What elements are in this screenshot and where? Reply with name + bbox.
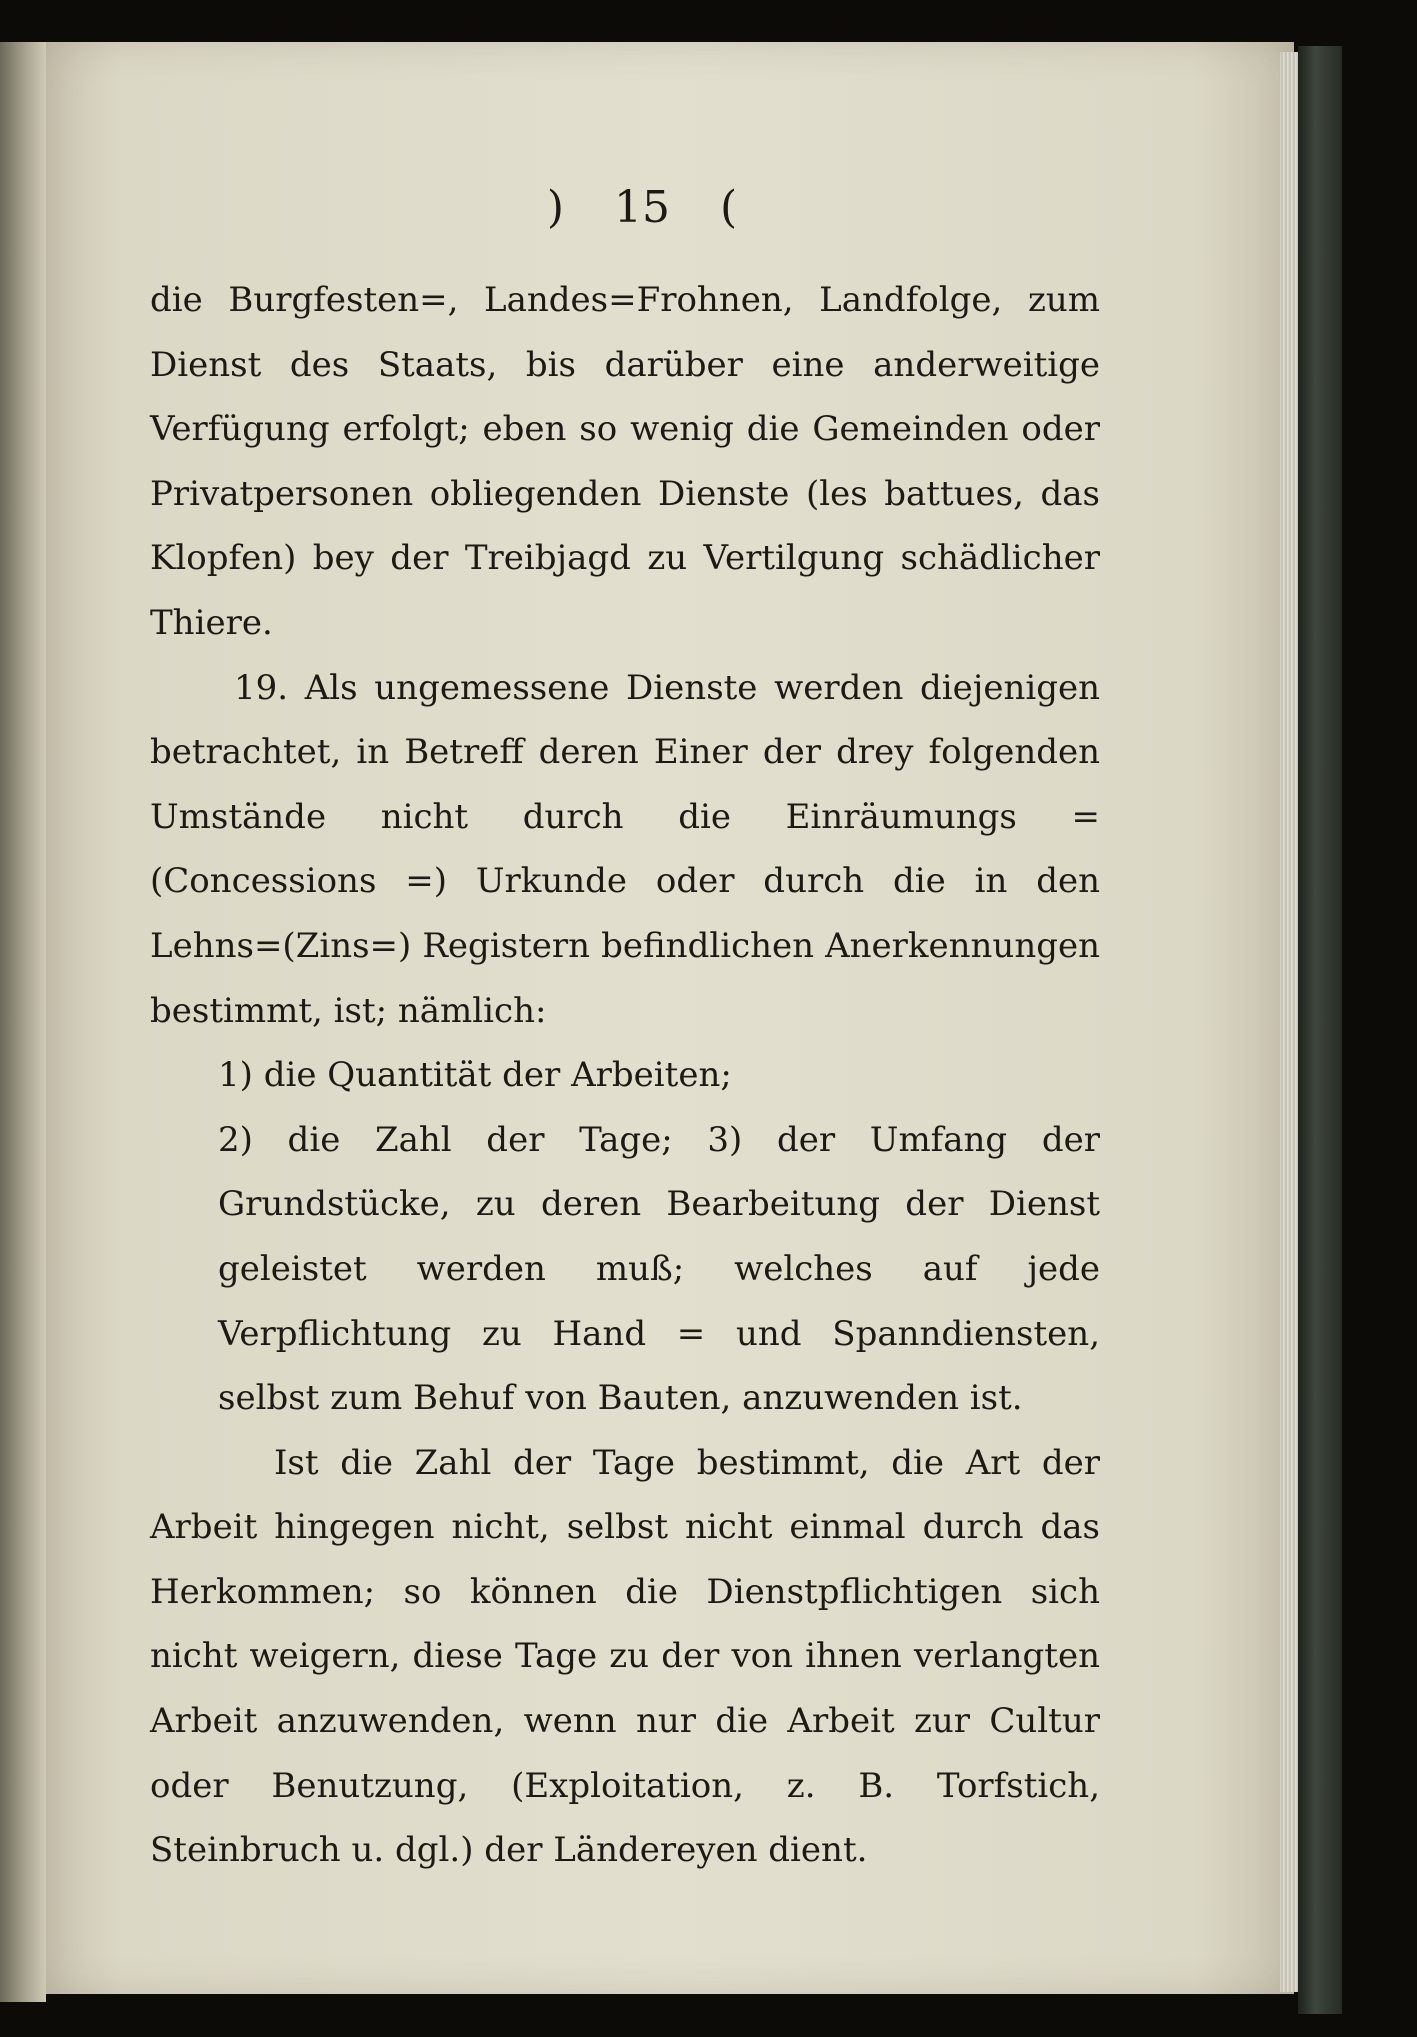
book-page (46, 42, 1294, 1994)
list-item-2-3: 2) die Zahl der Tage; 3) der Umfang der Grundstücke, zu deren Bearbeitung der Dienst geleistet werden muß; welches auf jede Verpflichtung zu Hand = und Spanndiensten, selbst zum Behuf von Bauten, anzuwenden ist. (218, 1119, 1100, 1419)
paragraph-section-19: 19. Als ungemessene Dienste werden diejenigen betrachtet, in Betreff deren Einer der drey folgenden Umstände nicht durch die Einräumungs = (Concessions =) Urkunde oder durch die in den Lehns=(Zins=) Registern befindlichen Anerkennungen bestimmt, ist; nämlich: (150, 667, 1100, 1031)
previous-page-edge (0, 42, 46, 2002)
paragraph-continuation: die Burgfesten=, Landes=Frohnen, Landfolge, zum Dienst des Staats, bis darüber eine anderweitige Verfügung erfolgt; eben so wenig die Gemeinden oder Privatpersonen obliegenden Dienste (les battues, das Klopfen) bey der Treibjagd zu Vertilgung schädlicher Thiere. (150, 280, 1100, 643)
page-number-header: ) 15 ( (546, 182, 738, 233)
list-item-1: 1) die Quantität der Arbeiten; (218, 1055, 732, 1096)
page-text-block (150, 268, 1100, 1883)
book-cover-binding (1298, 46, 1342, 2014)
paragraph-days-rule: Ist die Zahl der Tage bestimmt, die Art der Arbeit hingegen nicht, selbst nicht einmal durch das Herkommen; so können die Dienstpflichtigen sich nicht weigern, diese Tage zu der von ihnen verlangten Arbeit anzuwenden, wenn nur die Arbeit zur Cultur oder Benutzung, (Exploitation, z. B. Torfstich, Steinbruch u. dgl.) der Ländereyen dient. (150, 1442, 1100, 1871)
